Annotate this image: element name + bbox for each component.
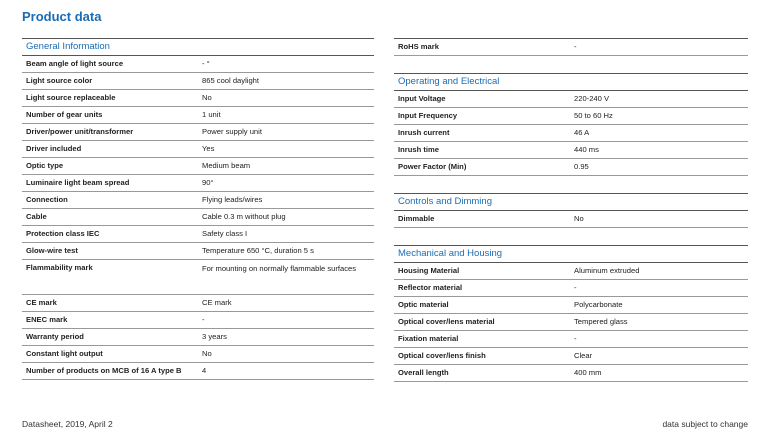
general-table (22, 56, 374, 380)
section-title-controls: Controls and Dimming (394, 193, 748, 211)
row-label: Driver included (26, 144, 82, 153)
row-value: For mounting on normally flammable surfaces (202, 264, 357, 273)
table-row (394, 297, 748, 314)
table-row (22, 363, 374, 380)
row-label: Cable (26, 212, 47, 221)
row-label: Inrush current (398, 128, 450, 137)
row-label: Input Frequency (398, 111, 458, 120)
row-label: Luminaire light beam spread (26, 178, 130, 187)
table-row (394, 91, 748, 108)
table-row (22, 73, 374, 90)
row-label: Reflector material (398, 283, 463, 292)
row-value: 0.95 (574, 162, 589, 171)
row-value: 3 years (202, 332, 227, 341)
row-value: 4 (202, 366, 207, 375)
row-label: Flammability mark (26, 263, 93, 272)
controls-table (394, 211, 748, 228)
row-label: Protection class IEC (26, 229, 100, 238)
table-row (394, 348, 748, 365)
row-label: Optical cover/lens material (398, 317, 495, 326)
row-value: No (202, 349, 212, 358)
row-label: RoHS mark (398, 42, 439, 51)
row-value: 46 A (574, 128, 590, 137)
row-value: 1 unit (202, 110, 221, 119)
row-value: 220-240 V (574, 94, 610, 103)
row-value: 400 mm (574, 368, 602, 377)
row-label: Optic material (398, 300, 449, 309)
table-row (394, 280, 748, 297)
row-label: Number of gear units (26, 110, 103, 119)
page-title: Product data (22, 9, 102, 24)
row-label: Inrush time (398, 145, 439, 154)
row-value: No (574, 214, 584, 223)
row-label: Warranty period (26, 332, 84, 341)
row-value: 50 to 60 Hz (574, 111, 613, 120)
table-row (394, 263, 748, 280)
row-label: ENEC mark (26, 315, 68, 324)
row-value: 440 ms (574, 145, 599, 154)
row-label: CE mark (26, 298, 57, 307)
row-label: Glow-wire test (26, 246, 78, 255)
row-label: Constant light output (26, 349, 103, 358)
row-label: Connection (26, 195, 68, 204)
table-row (22, 346, 374, 363)
section-title-operating: Operating and Electrical (394, 73, 748, 91)
table-row (394, 211, 748, 228)
table-row (22, 192, 374, 209)
table-row (22, 329, 374, 346)
row-label: Optical cover/lens finish (398, 351, 486, 360)
row-label: Light source replaceable (26, 93, 116, 102)
row-value: - (202, 315, 205, 324)
table-row (394, 125, 748, 142)
row-value: Polycarbonate (574, 300, 623, 309)
table-row (22, 124, 374, 141)
table-row (22, 312, 374, 329)
row-label: Light source color (26, 76, 93, 85)
row-value: Tempered glass (574, 317, 628, 326)
row-value: CE mark (202, 298, 232, 307)
row-value: Cable 0.3 m without plug (202, 212, 286, 221)
row-label: Beam angle of light source (26, 59, 124, 68)
section-title-mechanical: Mechanical and Housing (394, 245, 748, 263)
table-row (22, 141, 374, 158)
table-row (22, 158, 374, 175)
table-row (22, 107, 374, 124)
table-row (22, 175, 374, 192)
row-label: Input Voltage (398, 94, 446, 103)
right-column (394, 38, 748, 382)
left-column (22, 38, 374, 380)
table-row (22, 56, 374, 73)
table-row (22, 260, 374, 295)
table-row (22, 243, 374, 260)
table-row (22, 226, 374, 243)
table-row (394, 314, 748, 331)
row-value: - (574, 42, 577, 51)
table-row (22, 90, 374, 107)
row-label: Number of products on MCB of 16 A type B (26, 366, 182, 375)
table-row (394, 159, 748, 176)
row-value: Yes (202, 144, 215, 153)
row-label: Power Factor (Min) (398, 162, 467, 171)
operating-table (394, 91, 748, 176)
row-label: Dimmable (398, 214, 435, 223)
footer-date: Datasheet, 2019, April 2 (22, 419, 113, 429)
row-label: Housing Material (398, 266, 460, 275)
footer-disclaimer: data subject to change (662, 419, 748, 429)
row-value: Power supply unit (202, 127, 262, 136)
table-row-rohs (394, 38, 748, 56)
table-row (22, 209, 374, 226)
row-value: - (574, 334, 577, 343)
row-value: Aluminum extruded (574, 266, 640, 275)
row-value: 865 cool daylight (202, 76, 259, 85)
row-value: - ° (202, 59, 210, 68)
table-row (394, 142, 748, 159)
table-row (394, 365, 748, 382)
mechanical-table (394, 263, 748, 382)
row-value: Clear (574, 351, 593, 360)
table-row (394, 108, 748, 125)
row-value: - (574, 283, 577, 292)
row-value: Medium beam (202, 161, 251, 170)
row-value: 90° (202, 178, 214, 187)
table-row (394, 331, 748, 348)
row-label: Optic type (26, 161, 64, 170)
row-label: Driver/power unit/transformer (26, 127, 134, 136)
row-label: Overall length (398, 368, 449, 377)
row-value: Flying leads/wires (202, 195, 263, 204)
row-label: Fixation material (398, 334, 459, 343)
section-title-general: General Information (22, 38, 374, 56)
table-row (22, 295, 374, 312)
row-value: Safety class I (202, 229, 248, 238)
row-value: No (202, 93, 212, 102)
row-value: Temperature 650 °C, duration 5 s (202, 246, 314, 255)
